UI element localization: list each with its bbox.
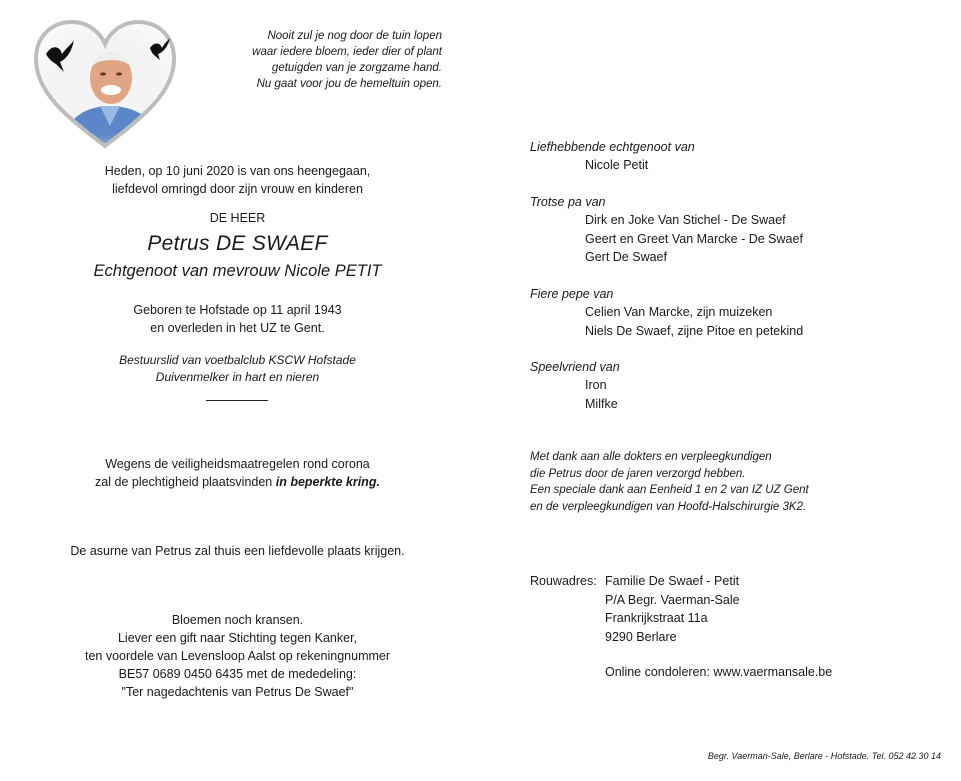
donation-line: Liever een gift naar Stichting tegen Kanker, (117, 631, 358, 645)
grandchildren-heading: Fiere pepe van (530, 287, 614, 301)
donation-line: ten voordele van Levensloop Aalst op rekeningnummer (84, 649, 391, 663)
title-prefix: DE HEER (209, 211, 266, 225)
intro-line: Heden, op 10 juni 2020 is van ons heengegaan, (104, 164, 371, 178)
family-name: Milfke (585, 396, 618, 411)
online-condolence-link[interactable]: Online condoleren: www.vaermansale.be (605, 665, 833, 679)
family-name: Gert De Swaef (585, 250, 667, 264)
family-name: Iron (585, 378, 607, 392)
poem-line: Nooit zul je nog door de tuin lopen (267, 30, 442, 42)
spouse-heading: Liefhebbende echtgenoot van (530, 140, 695, 154)
corona-text: zal de plechtigheid plaatsvinden (95, 475, 276, 489)
announcement-intro (40, 162, 435, 198)
corona-notice (40, 455, 435, 491)
poem-line: Nu gaat voor jou de hemeltuin open. (256, 78, 442, 90)
corona-line: Wegens de veiligheidsmaatregelen rond corona (105, 457, 370, 471)
heart-photo-frame (30, 14, 180, 154)
club-info (40, 352, 435, 386)
died-line: en overleden in het UZ te Gent. (150, 321, 325, 335)
address-label: Rouwadres: (530, 574, 597, 588)
thanks-line: Een speciale dank aan Eenheid 1 en 2 van IZ UZ Gent (530, 484, 809, 496)
family-name: Nicole Petit (585, 158, 649, 172)
donation-notice (40, 611, 435, 701)
donation-line: "Ter nagedachtenis van Petrus De Swaef" (121, 685, 354, 699)
poem-line: waar iedere bloem, ieder dier of plant (252, 46, 442, 58)
thanks-note (530, 449, 809, 515)
born-line: Geboren te Hofstade op 11 april 1943 (133, 303, 342, 317)
family-name: Niels De Swaef, zijne Pitoe en petekind (585, 323, 804, 338)
birth-death-info (40, 301, 435, 337)
divider (206, 400, 268, 401)
thanks-line: die Petrus door de jaren verzorgd hebben. (530, 467, 746, 480)
portrait-photo (30, 14, 180, 154)
poem-line: getuigden van je zorgzame hand. (271, 62, 442, 74)
children-heading: Trotse pa van (530, 195, 606, 209)
donation-line: BE57 0689 0450 6435 met de mededeling: (118, 667, 357, 681)
deceased-name: Petrus DE SWAEF (147, 232, 328, 255)
donation-line: Bloemen noch kransen. (171, 613, 304, 627)
thanks-line: Met dank aan alle dokters en verpleegkundigen (530, 451, 772, 463)
corona-emphasis: in beperkte kring. (275, 475, 380, 489)
address-line: P/A Begr. Vaerman-Sale (605, 592, 740, 607)
footer-credit: Begr. Vaerman-Sale, Berlare - Hofstade. Tel. 052 42 30 14 (707, 751, 941, 761)
poem (220, 28, 442, 92)
urn-notice: De asurne van Petrus zal thuis een liefdevolle plaats krijgen. (70, 544, 405, 558)
mourning-address (605, 572, 740, 646)
address-line: Frankrijkstraat 11a (605, 611, 708, 625)
address-line: 9290 Berlare (605, 629, 677, 644)
hobby-line: Duivenmelker in hart en nieren (155, 370, 320, 384)
family-name: Geert en Greet Van Marcke - De Swaef (585, 231, 803, 246)
playmate-heading: Speelvriend van (530, 360, 620, 374)
spouse-line: Echtgenoot van mevrouw Nicole PETIT (93, 262, 382, 280)
corona-line (40, 473, 435, 491)
intro-line: liefdevol omringd door zijn vrouw en kinderen (112, 182, 363, 196)
family-name: Dirk en Joke Van Stichel - De Swaef (585, 213, 786, 227)
address-line: Familie De Swaef - Petit (605, 574, 740, 588)
family-name: Celien Van Marcke, zijn muizeken (585, 305, 773, 319)
club-line: Bestuurslid van voetbalclub KSCW Hofstade (119, 353, 356, 367)
thanks-line: en de verpleegkundigen van Hoofd-Halschirurgie 3K2. (530, 500, 807, 513)
